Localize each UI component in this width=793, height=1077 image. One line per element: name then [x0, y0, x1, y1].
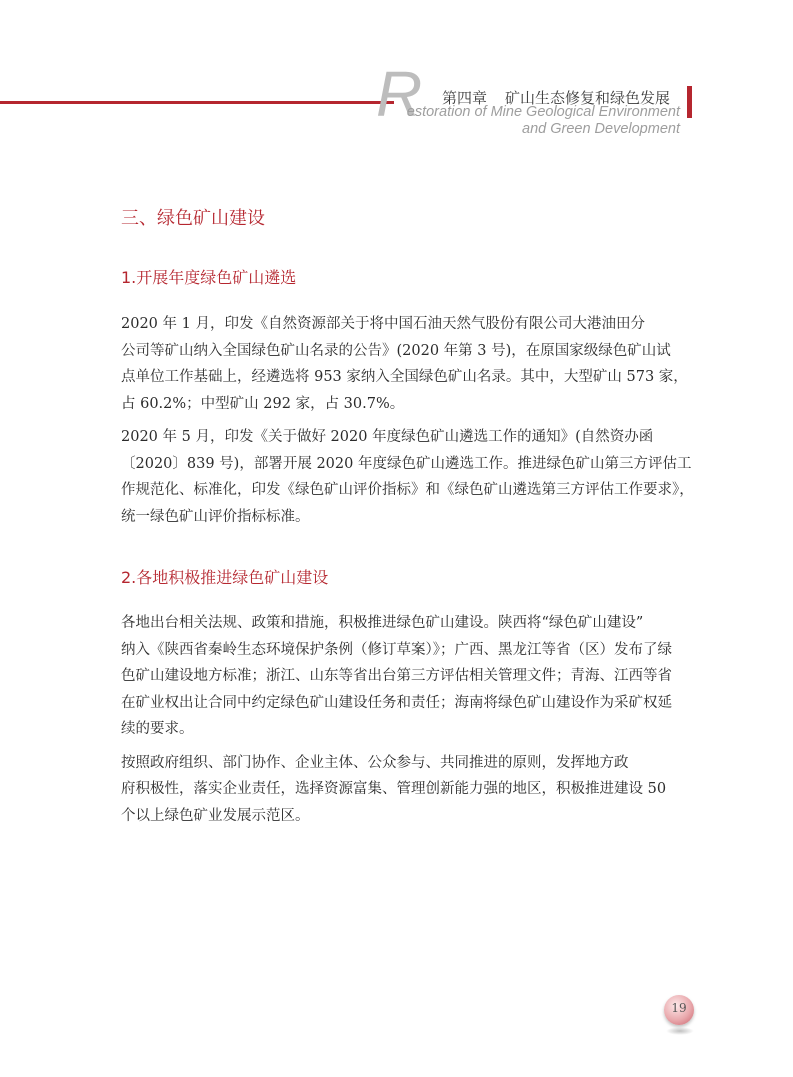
subsection-title: 2.各地积极推进绿色矿山建设	[121, 568, 329, 587]
text-line: 在矿业权出让合同中约定绿色矿山建设任务和责任；海南将绿色矿山建设作为采矿权延	[121, 694, 672, 711]
text-line: 〔2020〕839 号)，部署开展 2020 年度绿色矿山遴选工作。推进绿色矿山第三方评估工	[121, 455, 692, 472]
text-line: 续的要求。	[121, 721, 194, 737]
paragraph	[121, 311, 688, 417]
text-line: 2020 年 1 月，印发《自然资源部关于将中国石油天然气股份有限公司大港油田分	[121, 316, 645, 332]
chapter-english-title-line2: and Green Development	[522, 121, 680, 137]
text-line: 府积极性，落实企业责任，选择资源富集、管理创新能力强的地区，积极推进建设 50	[121, 781, 667, 797]
text-line: 纳入《陕西省秦岭生态环境保护条例（修订草案）》；广西、黑龙江等省（区）发布了绿	[121, 641, 672, 658]
text-line: 2020 年 5 月，印发《关于做好 2020 年度绿色矿山遴选工作的通知》(自然资办函	[121, 429, 654, 445]
header-accent-bar	[687, 86, 692, 118]
subsection-body	[121, 610, 679, 836]
section-title: 三、绿色矿山建设	[121, 208, 265, 229]
paragraph	[121, 610, 679, 743]
text-line: 作规范化、标准化，印发《绿色矿山评价指标》和《绿色矿山遴选第三方评估工作要求》，	[121, 482, 694, 498]
text-line: 个以上绿色矿业发展示范区。	[121, 807, 310, 824]
text-line: 点单位工作基础上，经遴选将 953 家纳入全国绿色矿山名录。其中，大型矿山 573 家，	[121, 369, 688, 385]
chapter-title: 矿山生态修复和绿色发展	[505, 89, 671, 107]
chapter-english-title-line1: estoration of Mine Geological Environment	[406, 104, 680, 120]
page-number: 19	[671, 1001, 687, 1015]
text-line: 公司等矿山纳入全国绿色矿山名录的公告》(2020 年第 3 号)，在原国家级绿色矿山试	[121, 342, 671, 359]
header-divider-line	[0, 101, 394, 104]
subsection-title: 1.开展年度绿色矿山遴选	[121, 268, 297, 287]
text-line: 统一绿色矿山评价指标标准。	[121, 508, 310, 525]
text-line: 色矿山建设地方标准；浙江、山东等省出台第三方评估相关管理文件；青海、江西等省	[121, 668, 672, 684]
text-line: 各地出台相关法规、政策和措施，积极推进绿色矿山建设。陕西将“绿色矿山建设”	[121, 615, 644, 631]
page-badge-shadow	[666, 1027, 694, 1035]
chapter-number: 第四章	[442, 89, 488, 107]
subsection-body	[121, 311, 694, 537]
text-line: 按照政府组织、部门协作、企业主体、公众参与、共同推进的原则，发挥地方政	[121, 754, 629, 771]
page-number-badge	[664, 995, 696, 1039]
chapter-initial-letter: R	[376, 58, 423, 130]
paragraph	[121, 424, 694, 530]
paragraph	[121, 750, 679, 830]
text-line: 占 60.2%；中型矿山 292 家，占 30.7%。	[121, 395, 405, 412]
